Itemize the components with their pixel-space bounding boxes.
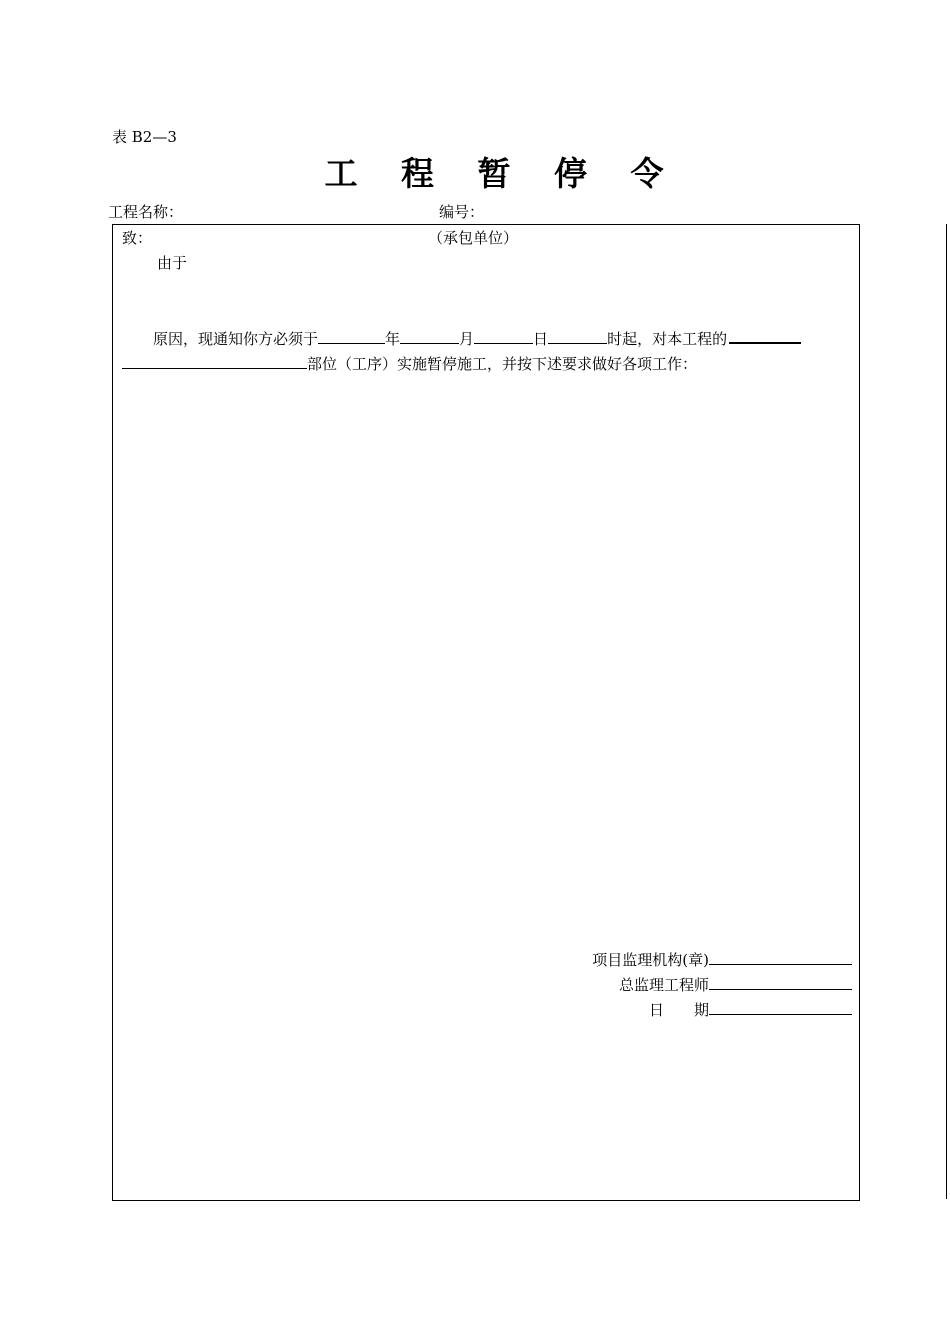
- notice-line-1: [153, 327, 801, 348]
- supervision-org-blank[interactable]: [709, 949, 852, 965]
- day-blank[interactable]: [474, 328, 533, 344]
- date-label-second: 期: [693, 1001, 709, 1019]
- month-blank[interactable]: [400, 328, 459, 344]
- hour-blank[interactable]: [548, 328, 607, 344]
- supervision-org-label: 项目监理机构(章): [592, 951, 709, 969]
- notice-line-2: [122, 353, 697, 373]
- from-hour-text: 时起，对本工程的: [607, 330, 728, 348]
- page-edge-rule: [946, 224, 947, 1199]
- suspension-text: 部位（工序）实施暂停施工，并按下述要求做好各项工作：: [307, 355, 698, 373]
- chief-engineer-blank[interactable]: [709, 974, 852, 990]
- year-blank[interactable]: [318, 328, 385, 344]
- date-signature: [649, 999, 852, 1019]
- serial-number-label: 编号：: [439, 203, 485, 221]
- form-code: 表 B2—3: [112, 128, 177, 146]
- reason-text: 原因，现通知你方必须于: [153, 330, 319, 348]
- month-label: 月: [459, 330, 475, 348]
- chief-engineer-label: 总监理工程师: [618, 976, 709, 994]
- chief-engineer-signature: [619, 974, 852, 994]
- location-blank-1[interactable]: [729, 327, 801, 344]
- page-title: 工 程 暂 停 令: [324, 154, 680, 193]
- project-name-label: 工程名称：: [108, 203, 184, 221]
- date-blank[interactable]: [709, 999, 852, 1015]
- supervision-org-signature: [592, 949, 852, 969]
- recipient-label: 致：: [122, 229, 153, 247]
- year-label: 年: [385, 330, 401, 348]
- location-blank-2[interactable]: [122, 353, 307, 369]
- day-label: 日: [533, 330, 549, 348]
- date-label-first: 日: [648, 1001, 664, 1019]
- contractor-note: （承包单位）: [428, 229, 519, 247]
- reason-prefix: 由于: [157, 254, 188, 272]
